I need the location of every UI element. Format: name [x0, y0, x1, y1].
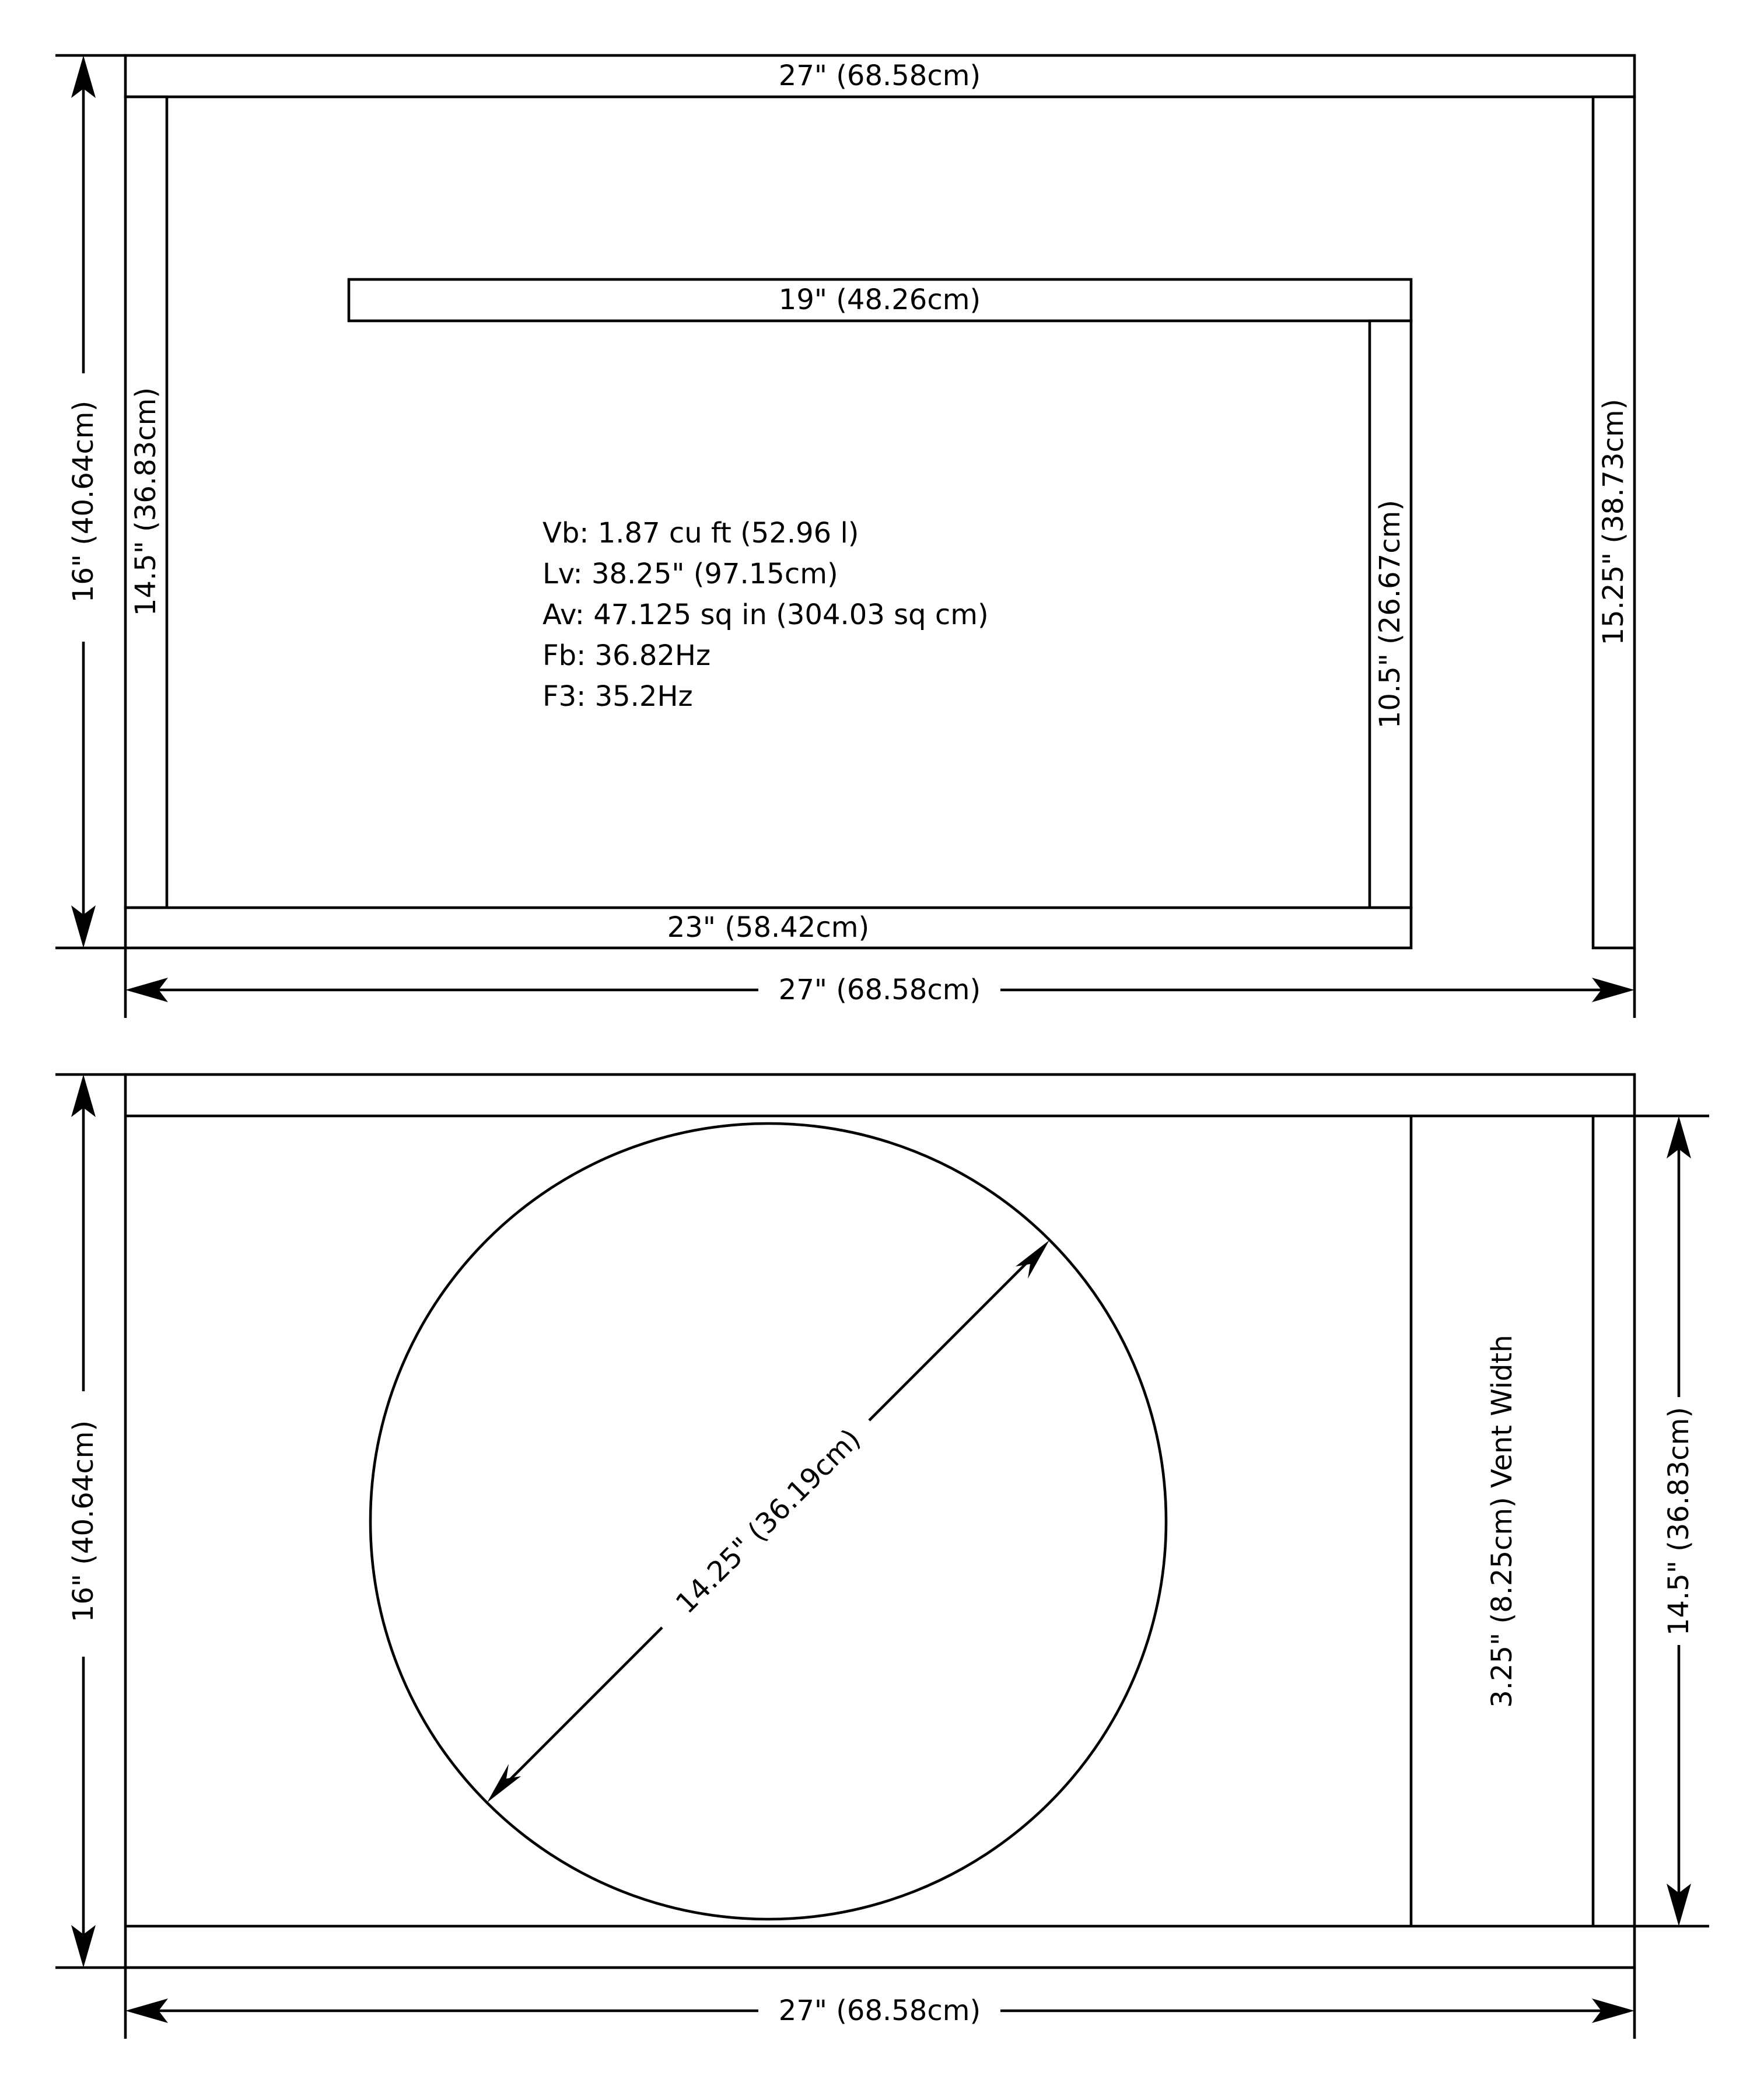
spec-vb: Vb: 1.87 cu ft (52.96 l) [542, 517, 859, 550]
front-view-height-label: 16" (40.64cm) [67, 1420, 100, 1623]
vent-width-label: 3.25" (8.25cm) Vent Width [1486, 1335, 1518, 1708]
top-view-height-dimension [55, 55, 125, 948]
top-view-width-dimension [125, 948, 1634, 1018]
top-view-height-label: 16" (40.64cm) [67, 400, 100, 603]
bottom-panel-label: 23" (58.42cm) [667, 911, 870, 944]
top-view-width-label: 27" (68.58cm) [778, 974, 981, 1006]
front-outer-frame [125, 1074, 1634, 1968]
top-panel-label: 27" (68.58cm) [778, 60, 981, 92]
front-view-width-label: 27" (68.58cm) [778, 1994, 981, 2027]
inner-right-panel-label: 10.5" (26.67cm) [1374, 499, 1406, 729]
spec-fb: Fb: 36.82Hz [542, 639, 711, 672]
spec-av: Av: 47.125 sq in (304.03 sq cm) [542, 598, 989, 631]
spec-lv: Lv: 38.25" (97.15cm) [542, 558, 838, 590]
specs-block [542, 517, 989, 713]
top-view [55, 55, 1634, 1018]
inner-vent-panel-label: 19" (48.26cm) [778, 284, 981, 316]
spec-f3: F3: 35.2Hz [542, 680, 693, 713]
left-panel-label: 14.5" (36.83cm) [130, 387, 162, 617]
front-view [55, 1074, 1709, 2039]
front-view-height-dimension [55, 1074, 125, 1968]
front-view-inner-height-label: 14.5" (36.83cm) [1662, 1406, 1695, 1636]
front-view-inner-height-dimension [1634, 1116, 1709, 1926]
right-panel-label: 15.25" (38.73cm) [1597, 398, 1630, 646]
front-view-width-dimension [125, 1968, 1634, 2039]
driver-diameter-label: 14.25" (36.19cm) [669, 1422, 867, 1620]
